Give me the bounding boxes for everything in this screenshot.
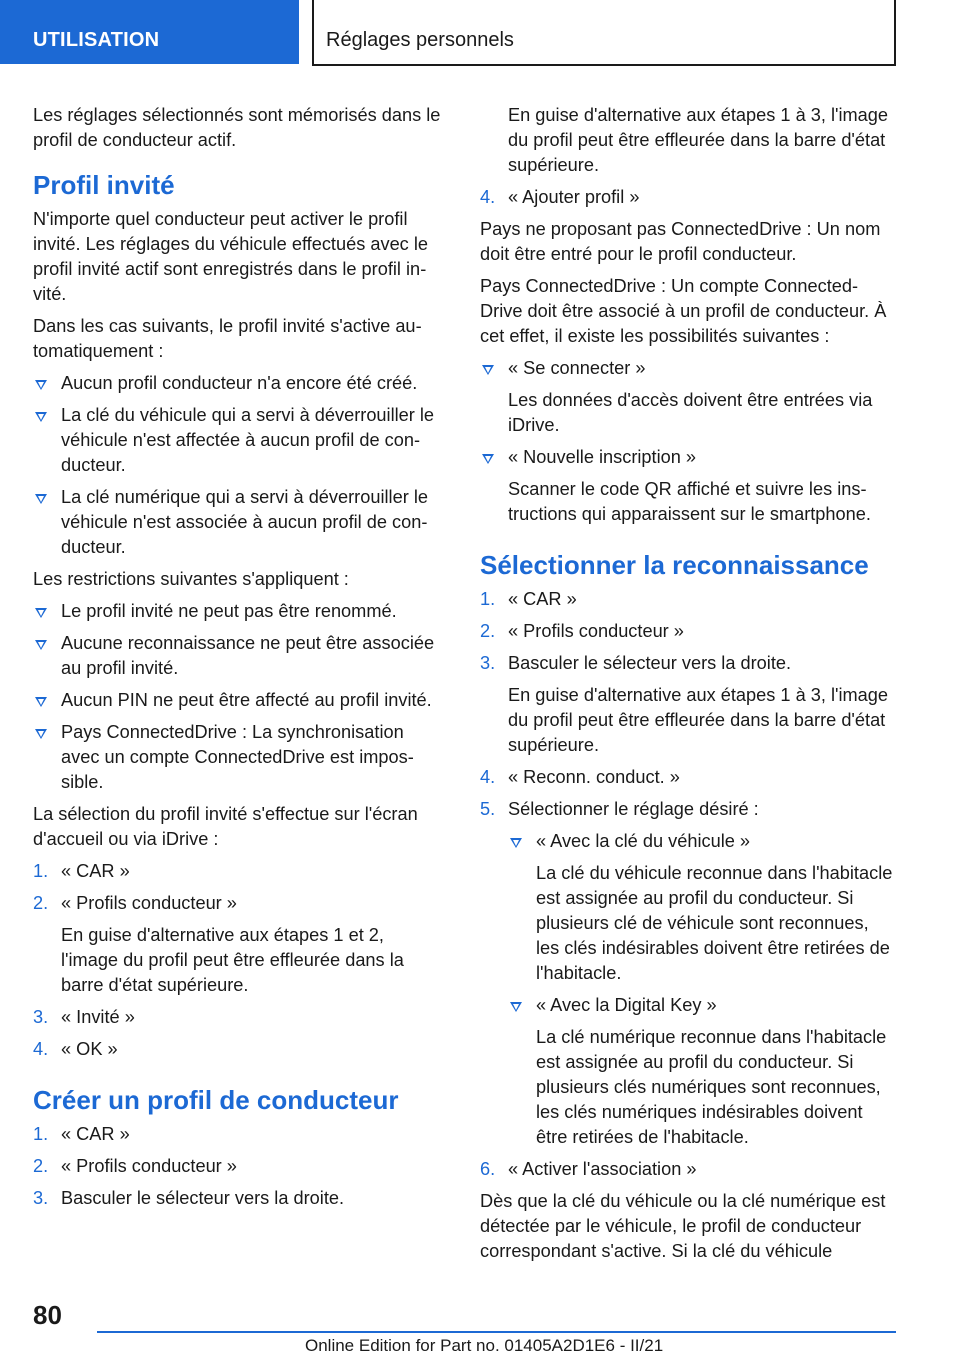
bullet-triangle-icon: [35, 380, 47, 390]
step-item: 1. « CAR »: [33, 861, 130, 881]
heading-create-profile: Créer un profil de conducteur: [33, 1085, 399, 1115]
step-item: 2. « Profils conducteur »: [480, 621, 684, 641]
bullet-triangle-icon: [35, 412, 47, 422]
page-number: 80: [33, 1300, 62, 1330]
step-item: 1. « CAR »: [480, 589, 577, 609]
option-description: Scanner le code QR affiché et suivre les instructions qui apparaissent sur le smartphone.: [508, 479, 871, 524]
guest-paragraph-2: Dans les cas suivants, le profil invité s'active automatiquement :: [33, 316, 422, 361]
create-paragraph-2: Pays ConnectedDrive : Un compte ConnectedDrive doit être associé à un profil de conducteur. À cet effet, il existe les possibilités suivantes :: [480, 276, 887, 346]
guest-paragraph-1: N'importe quel conducteur peut activer le profil invité. Les réglages du véhicule effectués avec le profil invité actif sont enregistrés dans le profil invité.: [33, 209, 428, 304]
create-paragraph-1: Pays ne proposant pas ConnectedDrive : Un nom doit être entré pour le profil conducteur.: [480, 219, 881, 264]
sub-item-description: La clé du véhicule reconnue dans l'habitacle est assignée au profil du conducteur. Si plusieurs clé de véhicule sont reconnues, les clés indésirables doivent être retirées de l'habitacle.: [536, 863, 893, 983]
header-chapter-label: Réglages personnels: [326, 29, 514, 51]
step-item: 2. « Profils conducteur »: [33, 1156, 237, 1176]
list-item: « Se connecter » Les données d'accès doivent être entrées via iDrive.: [480, 356, 893, 438]
list-item: La clé numérique qui a servi à déverrouiller le véhicule n'est associée à aucun profil de conducteur.: [33, 485, 446, 560]
recognition-paragraph-end: Dès que la clé du véhicule ou la clé numérique est détectée par le véhicule, le profil de conducteur correspondant s'active. Si la clé du véhicule: [480, 1191, 886, 1261]
header-section-tab: [0, 0, 299, 64]
step-continuation-block: En guise d'alternative aux étapes 1 à 3, l'image du profil peut être effleurée dans la barre d'état supérieure.: [508, 105, 889, 175]
step-item: 2. « Profils conducteur » En guise d'alternative aux étapes 1 et 2, l'image du profil peut être effleurée dans la barre d'état supérieure.: [33, 891, 446, 998]
right-column: [480, 103, 893, 1271]
footer-edition-text: Online Edition for Part no. 01405A2D1E6 - II/21: [305, 1336, 664, 1355]
guest-paragraph-3: Les restrictions suivantes s'appliquent :: [33, 569, 349, 589]
list-item: Aucun PIN ne peut être affecté au profil invité.: [33, 688, 446, 713]
intro-paragraph: Les réglages sélectionnés sont mémorisés dans le profil de conducteur actif.: [33, 105, 441, 150]
list-item: « Nouvelle inscription » Scanner le code QR affiché et suivre les instructions qui apparaissent sur le smartphone.: [480, 445, 893, 527]
list-item: Le profil invité ne peut pas être renommé.: [33, 599, 446, 624]
list-item: La clé du véhicule qui a servi à déverrouiller le véhicule n'est affectée à aucun profil de conducteur.: [33, 403, 446, 478]
bullet-triangle-icon: [35, 729, 47, 739]
sub-list-item: « Avec la clé du véhicule » La clé du véhicule reconnue dans l'habitacle est assignée au profil du conducteur. Si plusieurs clé de véhicule sont reconnues, les clés indésirables doivent être retirées de l'habitacle.: [508, 829, 893, 986]
heading-select-recognition: Sélectionner la reconnaissance: [480, 550, 869, 580]
step-item: 3. « Invité »: [33, 1007, 135, 1027]
step-item: 4. « Reconn. conduct. »: [480, 767, 680, 787]
bullet-triangle-icon: [35, 697, 47, 707]
step-continuation: En guise d'alternative aux étapes 1 et 2, l'image du profil peut être effleurée dans la barre d'état supérieure.: [61, 925, 404, 995]
bullet-triangle-icon: [35, 608, 47, 618]
sub-list-item: « Avec la Digital Key » La clé numérique reconnue dans l'habitacle est assignée au profil du conducteur. Si plusieurs clés numériques sont reconnues, les clés numériques indésirables doivent être retirées de l'habitacle.: [508, 993, 893, 1150]
bullet-triangle-icon: [510, 1002, 522, 1012]
bullet-triangle-icon: [482, 454, 494, 464]
list-item: Pays ConnectedDrive : La synchronisation avec un compte ConnectedDrive est impossible.: [33, 720, 446, 795]
step-item: 6. « Activer l'association »: [480, 1159, 697, 1179]
step-item: 1. « CAR »: [33, 1124, 130, 1144]
bullet-triangle-icon: [510, 838, 522, 848]
bullet-triangle-icon: [482, 365, 494, 375]
step-item: 5. Sélectionner le réglage désiré : « Avec la clé du véhicule » La clé du véhicule reconnue dans l'habitacle est assignée au profil du conducteur. Si plusieurs clé de véhicule sont reconnues, les clés indésirables doivent être retirées de l'habitacle. « Avec la Digital Key » La clé numérique reconnue dans l'habitacle est assignée au profil du conducteur. Si plusieurs clés numériques sont reconnues, les clés numériques indésirables doivent être retirées de l'habitacle.: [480, 797, 893, 1150]
sub-item-description: La clé numérique reconnue dans l'habitacle est assignée au profil du conducteur. Si plusieurs clés numériques sont reconnues, les clés numériques indésirables doivent être retirées de l'habitacle.: [536, 1027, 887, 1147]
header-chapter-tab: [312, 0, 896, 66]
option-description: Les données d'accès doivent être entrées via iDrive.: [508, 390, 873, 435]
step-item: 4. « Ajouter profil »: [480, 187, 640, 207]
guest-paragraph-4: La sélection du profil invité s'effectue sur l'écran d'accueil ou via iDrive :: [33, 804, 418, 849]
step-item: 3. Basculer le sélecteur vers la droite. En guise d'alternative aux étapes 1 à 3, l'image du profil peut être effleurée dans la barre d'état supérieure.: [480, 651, 893, 758]
footer-divider: [97, 1331, 896, 1333]
heading-guest-profile: Profil invité: [33, 170, 175, 200]
step-continuation: En guise d'alternative aux étapes 1 à 3, l'image du profil peut être effleurée dans la barre d'état supérieure.: [508, 685, 889, 755]
bullet-triangle-icon: [35, 640, 47, 650]
bullet-triangle-icon: [35, 494, 47, 504]
list-item: Aucune reconnaissance ne peut être associée au profil invité.: [33, 631, 446, 681]
left-column: [33, 103, 446, 1218]
step-item: 3. Basculer le sélecteur vers la droite.: [33, 1188, 345, 1208]
header-section-label: UTILISATION: [33, 29, 160, 51]
step-item: 4. « OK »: [33, 1039, 118, 1059]
list-item: Aucun profil conducteur n'a encore été créé.: [33, 371, 446, 396]
